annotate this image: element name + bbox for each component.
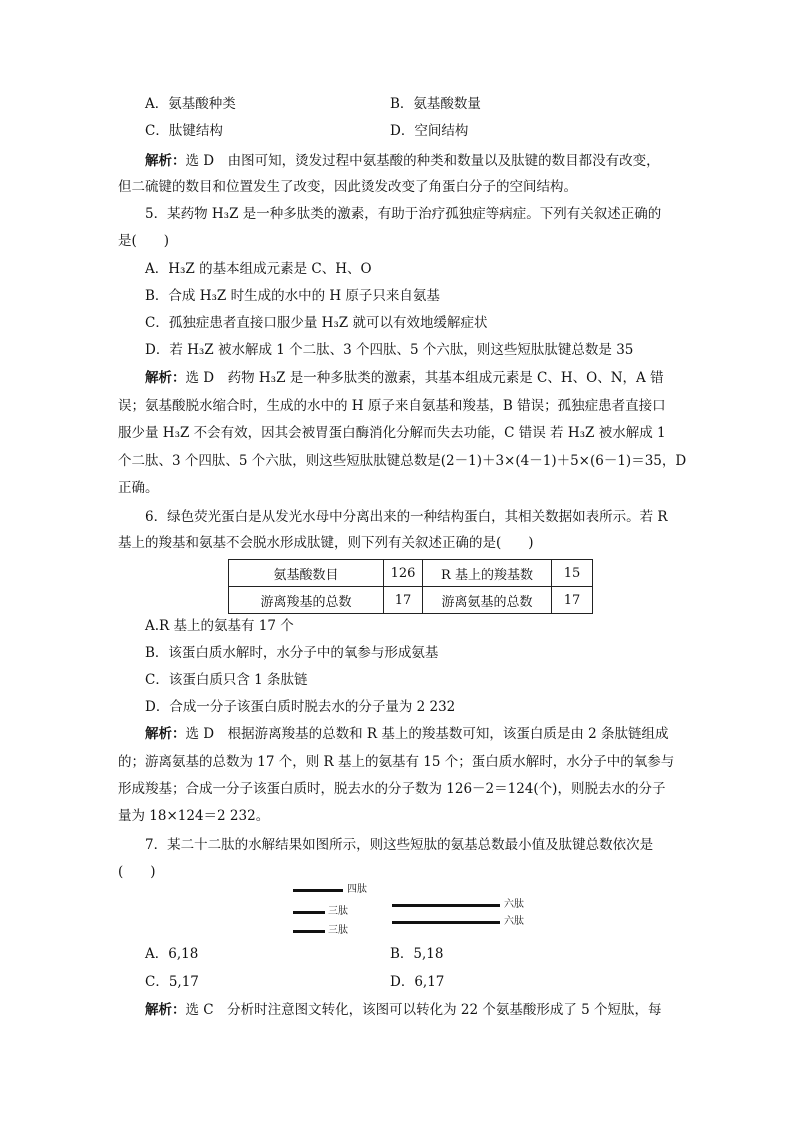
table-cell: 游离羧基的总数: [229, 587, 384, 614]
tetrapeptide-bar: [293, 889, 343, 892]
table-row: [229, 560, 593, 587]
q7-option-b: B．5,18: [390, 946, 444, 962]
hexapeptide-bar-1: [392, 904, 500, 907]
q5-option-c: C．孤独症患者直接口服少量 H₃Z 就可以有效地缓解症状: [145, 315, 488, 331]
table-cell: 17: [552, 587, 593, 614]
q5-explanation-line5: 正确。: [118, 480, 159, 496]
table-cell: R 基上的羧基数: [423, 560, 552, 587]
q5-explanation-line4: 个二肽、3 个四肽、5 个六肽，则这些短肽肽键总数是(2－1)＋3×(4－1)＋5×(6－1)＝35，D: [118, 453, 687, 469]
q4-option-d: D．空间结构: [390, 123, 469, 139]
q5-stem-line1: 5．某药物 H₃Z 是一种多肽类的激素，有助于治疗孤独症等病症。下列有关叙述正确的: [145, 206, 662, 222]
table-row: [229, 587, 593, 614]
explanation-label: 解析：: [145, 370, 186, 386]
explanation-text: 选 D 由图可知，烫发过程中氨基酸的种类和数量以及肽键的数目都没有改变，: [185, 153, 660, 169]
hexapeptide-bar-2: [392, 921, 500, 924]
q4-explanation-line1: [145, 151, 660, 171]
table-cell: 游离氨基的总数: [423, 587, 552, 614]
explanation-label: 解析：: [145, 726, 186, 742]
explanation-label: 解析：: [145, 153, 186, 169]
q6-option-a: A.R 基上的氨基有 17 个: [145, 618, 294, 634]
q7-option-c: C．5,17: [145, 974, 199, 990]
q7-option-d: D．6,17: [390, 974, 445, 990]
hexapeptide-label-2: 六肽: [504, 916, 524, 927]
q7-option-a: A．6,18: [145, 946, 199, 962]
q5-explanation-line1: [145, 368, 664, 388]
q4-option-b: B．氨基酸数量: [390, 96, 481, 112]
q5-stem-line2: 是( ): [118, 233, 170, 249]
tripeptide-label-2: 三肽: [328, 925, 348, 936]
q5-option-a: A．H₃Z 的基本组成元素是 C、H、O: [145, 261, 372, 277]
q6-explanation-line1: [145, 724, 669, 744]
q7-stem-line1: 7．某二十二肽的水解结果如图所示，则这些短肽的氨基总数最小值及肽键总数依次是: [145, 837, 654, 853]
q6-explanation-line2: 的；游离氨基的总数为 17 个，则 R 基上的氨基有 15 个；蛋白质水解时，水分子中的氧参与: [118, 754, 675, 770]
q6-explanation-line3: 形成羧基；合成一分子该蛋白质时，脱去水的分子数为 126－2＝124(个)，则脱去水的分子: [118, 781, 666, 797]
tripeptide-bar-1: [293, 911, 325, 914]
tetrapeptide-label: 四肽: [347, 884, 367, 895]
tripeptide-bar-2: [293, 930, 325, 933]
q7-stem-line2: ( ): [118, 864, 156, 880]
table-cell: 126: [384, 560, 423, 587]
q6-data-table: [228, 559, 593, 614]
table-cell: 氨基酸数目: [229, 560, 384, 587]
q6-option-b: B．该蛋白质水解时，水分子中的氧参与形成氨基: [145, 645, 439, 661]
q6-explanation-line4: 量为 18×124＝2 232。: [118, 808, 270, 824]
q4-option-c: C．肽键结构: [145, 123, 223, 139]
q5-explanation-line2: 误；氨基酸脱水缩合时，生成的水中的 H 原子来自氨基和羧基，B 错误；孤独症患者直接口: [118, 398, 666, 414]
tripeptide-label-1: 三肽: [328, 906, 348, 917]
hexapeptide-label-1: 六肽: [504, 899, 524, 910]
q6-option-c: C．该蛋白质只含 1 条肽链: [145, 672, 308, 688]
explanation-label: 解析：: [145, 1002, 186, 1018]
q6-stem-line2: 基上的羧基和氨基不会脱水形成肽键，则下列有关叙述正确的是( ): [118, 535, 534, 551]
q6-option-d: D．合成一分子该蛋白质时脱去水的分子量为 2 232: [145, 699, 456, 715]
table-cell: 17: [384, 587, 423, 614]
q5-explanation-line3: 服少量 H₃Z 不会有效，因其会被胃蛋白酶消化分解而失去功能，C 错误 若 H₃Z 被水解成 1: [118, 425, 666, 441]
q5-option-d: D．若 H₃Z 被水解成 1 个二肽、3 个四肽、5 个六肽，则这些短肽肽键总数是 35: [145, 342, 634, 358]
explanation-text: 选 D 根据游离羧基的总数和 R 基上的羧基数可知，该蛋白质是由 2 条肽链组成: [185, 726, 669, 742]
explanation-text: 选 D 药物 H₃Z 是一种多肽类的激素，其基本组成元素是 C、H、O、N，A 错: [185, 370, 664, 386]
q7-explanation-line1: [145, 1000, 662, 1020]
table-cell: 15: [552, 560, 593, 587]
q4-explanation-line2: 但二硫键的数目和位置发生了改变，因此烫发改变了角蛋白分子的空间结构。: [118, 179, 577, 195]
q6-stem-line1: 6．绿色荧光蛋白是从发光水母中分离出来的一种结构蛋白，其相关数据如表所示。若 R: [145, 509, 668, 525]
explanation-text: 选 C 分析时注意图文转化，该图可以转化为 22 个氨基酸形成了 5 个短肽，每: [185, 1002, 662, 1018]
q4-option-a: A．氨基酸种类: [145, 96, 236, 112]
q5-option-b: B．合成 H₃Z 时生成的水中的 H 原子只来自氨基: [145, 288, 440, 304]
